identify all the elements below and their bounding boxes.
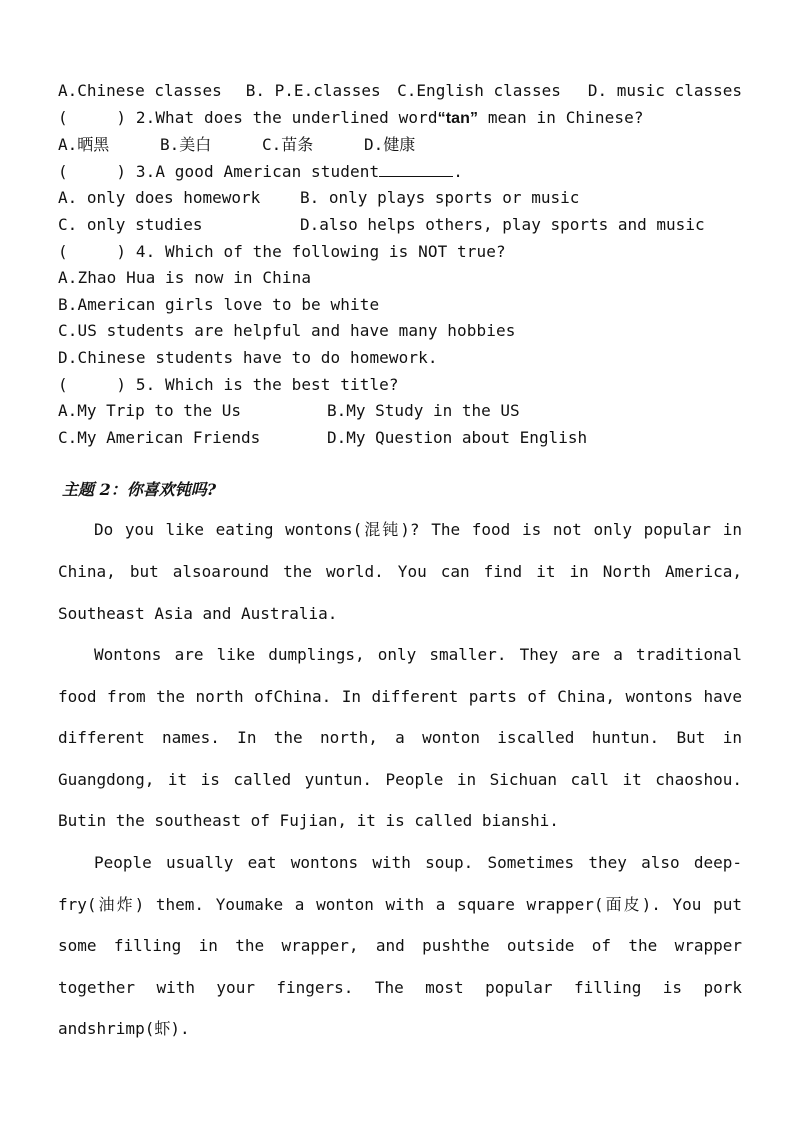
passage-paragraph-1: Do you like eating wontons(混钝)? The food is not only popular in China, but alsoaround the world. You can find it in North America, Southeast Asia and Australia. [58,520,742,623]
q5-option-c: C.My American Friends [58,427,261,447]
question-4: ( ) 4. Which of the following is NOT true? [58,241,506,261]
q3-prefix: ( ) 3.A good American student [58,161,380,181]
q4-option-a: A.Zhao Hua is now in China [58,268,312,288]
q2-option-a: A.晒黑 [58,135,110,155]
question-2 [58,105,742,133]
q4-option-b: B.American girls love to be white [58,294,380,314]
q5-option-d: D.My Question about English [327,427,588,447]
passage-paragraph-2: Wontons are like dumplings, only smaller. They are a traditional food from the north ofChina. In different parts of China, wontons have different names. In the north, a wonton iscalled huntun. But in Guangdong, it is called yuntun. People in Sichuan call it chaoshou. Butin the southeast of Fujian, it is called bianshi. [58,645,742,831]
q2-option-c: C.苗条 [262,135,314,155]
q3-option-b: B. only plays sports or music [300,188,580,208]
q1-option-b: B. P.E.classes [245,81,381,100]
passage-paragraph-3: People usually eat wontons with soup. Sometimes they also deep-fry(油炸) them. Youmake a wonton with a square wrapper(面皮). You put some filling in the wrapper, and pushthe outside of the wrapper together with your fingers. The most popular filling is pork andshrimp(虾). [58,853,742,1039]
q1-option-c: C.English classes [397,81,561,100]
q3-options-row-1 [58,185,742,212]
q5-option-a: A.My Trip to the Us [58,401,242,421]
worksheet [58,78,742,1050]
section-title: 主题 2：你喜欢钝吗? [62,480,217,500]
q2-option-b: B.美白 [160,135,212,155]
passage [58,509,742,1050]
q4-option-c: C.US students are helpful and have many hobbies [58,321,516,341]
q2-word: “tan” [437,109,479,127]
q4-option-d: D.Chinese students have to do homework. [58,347,438,367]
q1-option-d: D. music classes [587,81,742,100]
q1-option-a: A.Chinese classes [58,81,222,100]
q5-options-row-1 [58,398,742,425]
question-5: ( ) 5. Which is the best title? [58,374,399,394]
q3-suffix: . [453,161,463,181]
q5-options-row-2 [58,425,742,452]
q1-options [58,78,742,105]
q2-suffix: mean in Chinese? [478,107,644,127]
q3-option-d: D.also helps others, play sports and music [300,214,705,234]
q3-option-a: A. only does homework [58,188,261,208]
q3-options-row-2 [58,212,742,239]
q2-option-d: D.健康 [364,135,416,155]
question-3 [58,159,742,186]
q2-options [58,132,742,159]
answer-blank[interactable] [379,162,453,177]
q5-option-b: B.My Study in the US [327,401,520,421]
q3-option-c: C. only studies [58,214,203,234]
q2-prefix: ( ) 2.What does the underlined word [58,107,438,127]
